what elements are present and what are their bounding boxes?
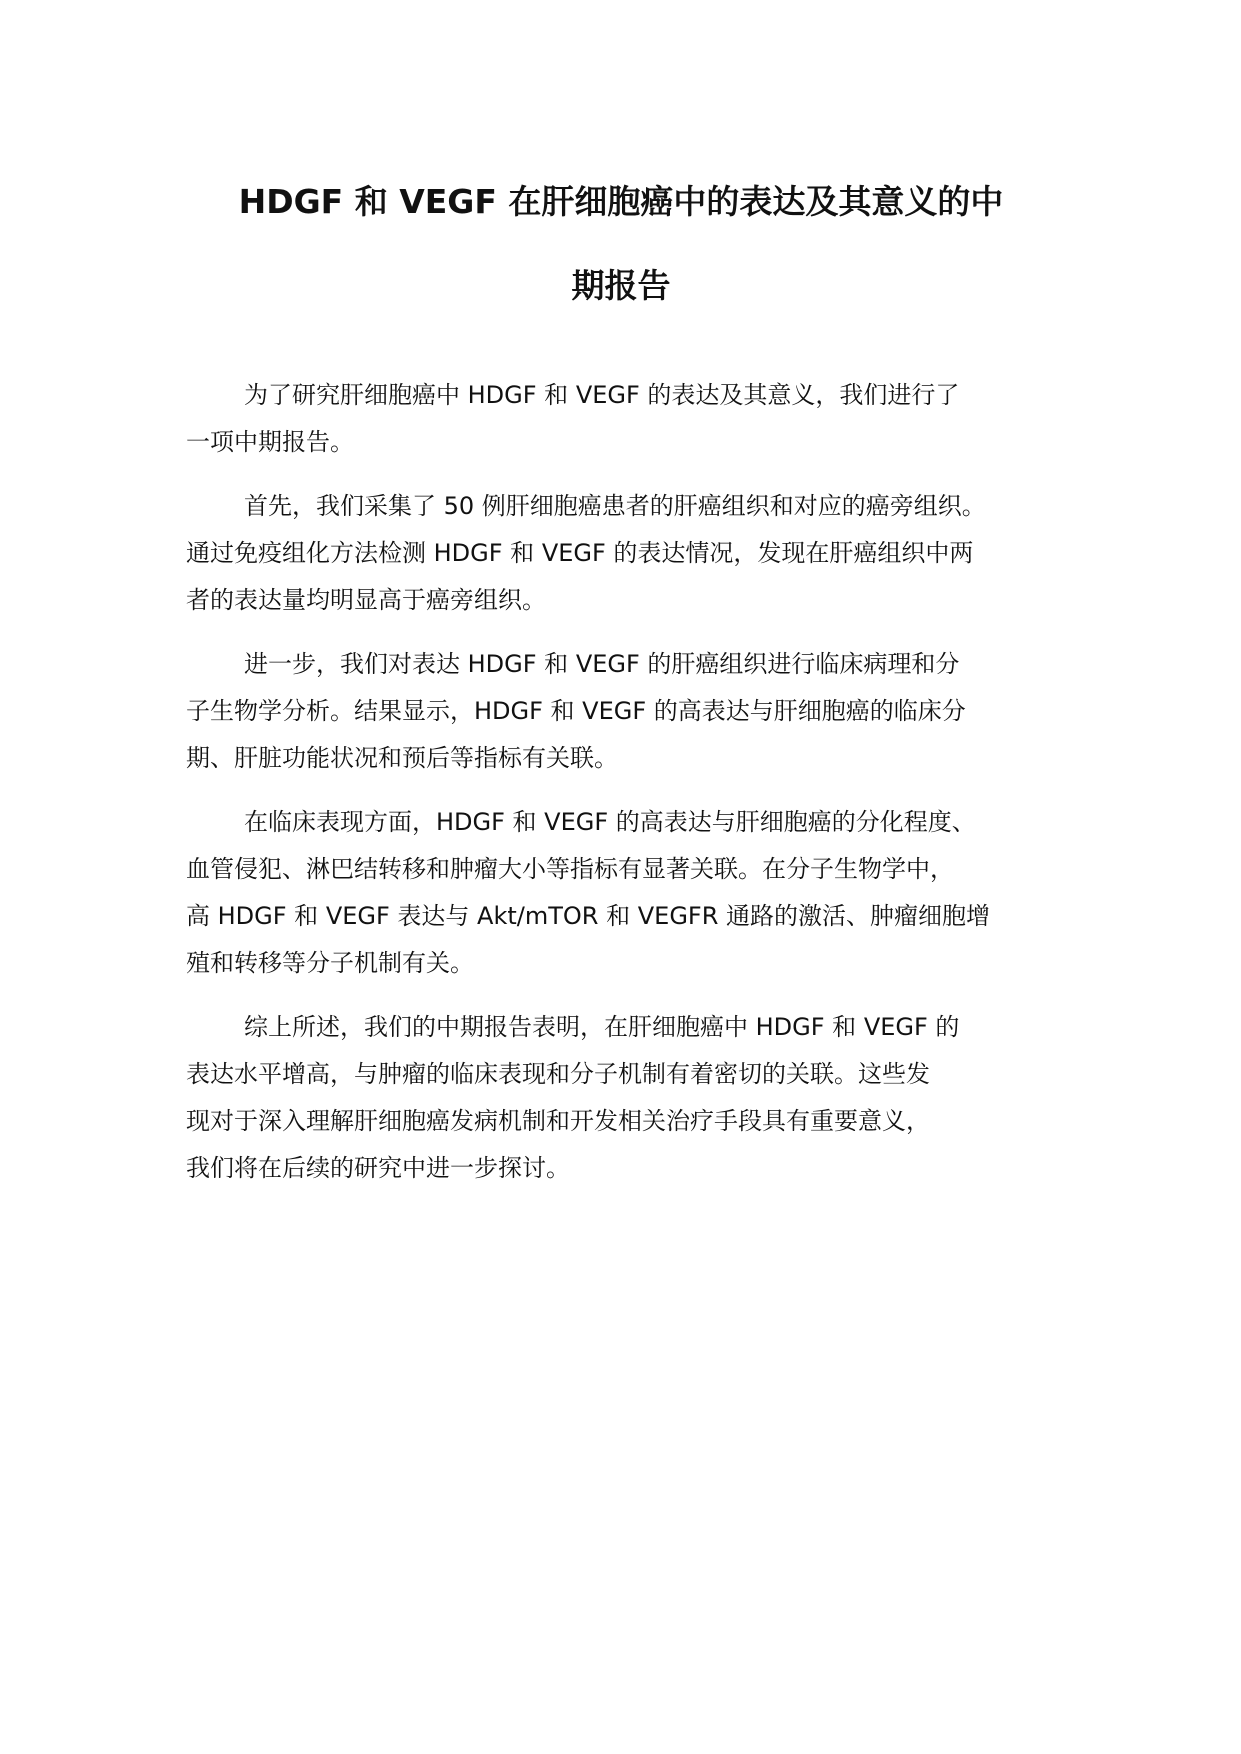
paragraph-clinical (186, 799, 1086, 987)
paragraph-line: 高 HDGF 和 VEGF 表达与 Akt/mTOR 和 VEGFR 通路的激活、肿瘤细胞增 (186, 902, 991, 930)
paragraph-line: 现对于深入理解肝细胞癌发病机制和开发相关治疗手段具有重要意义， (186, 1107, 930, 1135)
paragraph-line: 殖和转移等分子机制有关。 (186, 949, 474, 977)
paragraph-analysis (186, 641, 1086, 782)
paragraph-line: 在临床表现方面，HDGF 和 VEGF 的高表达与肝细胞癌的分化程度、 (244, 808, 976, 836)
document-body (186, 372, 1086, 1209)
paragraph-conclusion (186, 1004, 1086, 1192)
title-line: 期报告 (571, 266, 671, 305)
paragraph-line: 通过免疫组化方法检测 HDGF 和 VEGF 的表达情况，发现在肝癌组织中两 (186, 539, 974, 567)
paragraph-methods (186, 483, 1086, 624)
paragraph-line: 子生物学分析。结果显示，HDGF 和 VEGF 的高表达与肝细胞癌的临床分 (186, 697, 966, 725)
paragraph-line: 进一步，我们对表达 HDGF 和 VEGF 的肝癌组织进行临床病理和分 (244, 650, 960, 678)
paragraph-line: 表达水平增高，与肿瘤的临床表现和分子机制有着密切的关联。这些发 (186, 1060, 930, 1088)
document-title (186, 160, 1056, 328)
paragraph-line: 综上所述，我们的中期报告表明，在肝细胞癌中 HDGF 和 VEGF 的 (244, 1013, 960, 1041)
paragraph-line: 我们将在后续的研究中进一步探讨。 (186, 1154, 570, 1182)
paragraph-intro (186, 372, 1086, 466)
title-line: HDGF 和 VEGF 在肝细胞癌中的表达及其意义的中 (238, 182, 1004, 221)
paragraph-line: 为了研究肝细胞癌中 HDGF 和 VEGF 的表达及其意义，我们进行了 (244, 381, 960, 409)
paragraph-line: 者的表达量均明显高于癌旁组织。 (186, 586, 546, 614)
paragraph-line: 一项中期报告。 (186, 428, 354, 456)
paragraph-line: 首先，我们采集了 50 例肝细胞癌患者的肝癌组织和对应的癌旁组织。 (244, 492, 986, 520)
paragraph-line: 期、肝脏功能状况和预后等指标有关联。 (186, 744, 618, 772)
paragraph-line: 血管侵犯、淋巴结转移和肿瘤大小等指标有显著关联。在分子生物学中， (186, 855, 954, 883)
